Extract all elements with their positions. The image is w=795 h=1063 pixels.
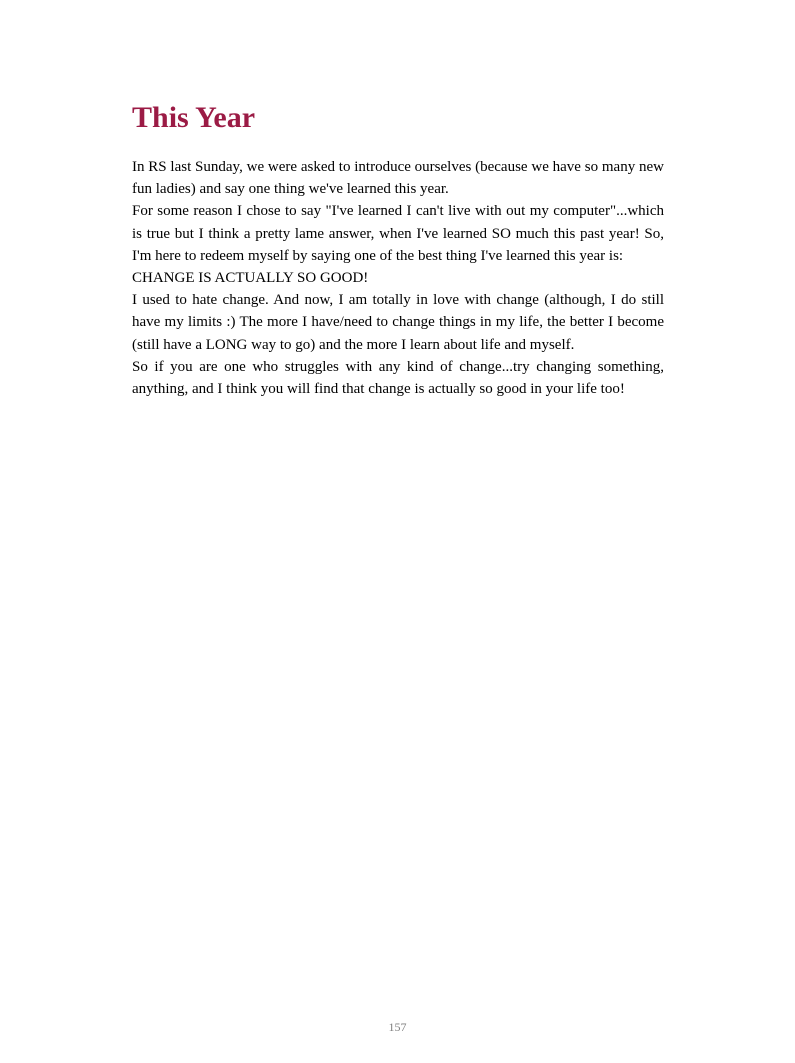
paragraph-headline: CHANGE IS ACTUALLY SO GOOD! (132, 270, 369, 287)
page-number: 157 (388, 1020, 407, 1034)
post-body (132, 156, 664, 400)
paragraph-closing: So if you are one who struggles with any kind of change...try changing something, anything, and I think you will find that change is actually so good in your life too! (132, 358, 664, 398)
paragraph-change: I used to hate change. And now, I am totally in love with change (although, I do still have my limits :) The more I have/need to change things in my life, the better I become (still have a LONG way to go) and the more I learn about life and myself. (132, 292, 664, 353)
post-title: This Year (132, 101, 256, 134)
paragraph-intro: In RS last Sunday, we were asked to introduce ourselves (because we have so many new fun ladies) and say one thing we've learned this year. (132, 159, 664, 198)
paragraph-reason: For some reason I chose to say "I've learned I can't live with out my computer"...which is true but I think a pretty lame answer, when I've learned SO much this past year! So, I'm here to redeem myself by saying one of the best thing I've learned this year is: (132, 203, 664, 264)
